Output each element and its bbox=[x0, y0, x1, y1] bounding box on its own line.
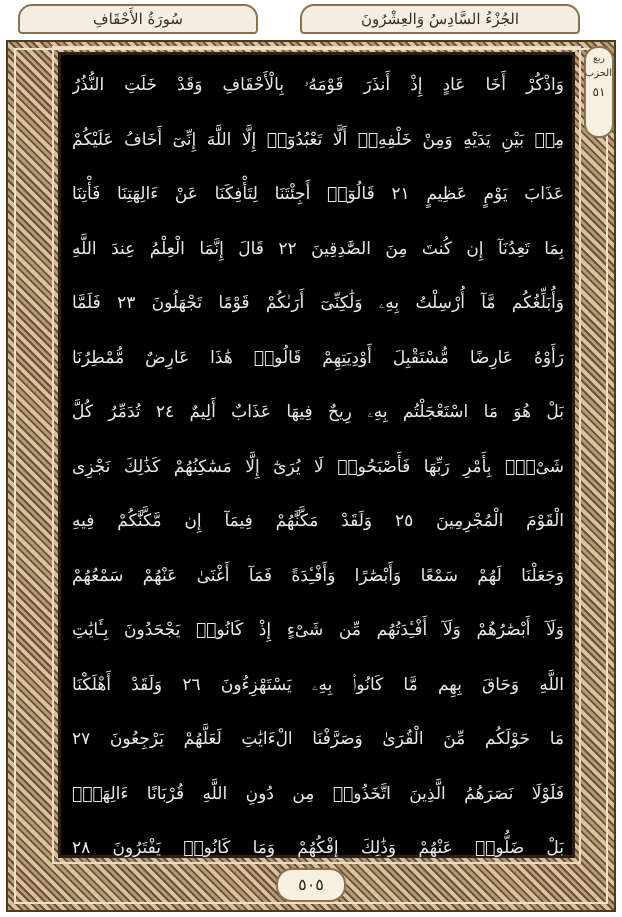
verse-line: بَلْ ضَلُّوا۟ عَنْهُمْ وَذَٰلِكَ إِفْكُهُمْ وَمَا كَانُوا۟ يَفْتَرُونَ ٢٨ bbox=[72, 838, 564, 858]
juz-title: الجُزْءُ السَّادِسُ وَالعِشْرُونَ bbox=[300, 4, 580, 34]
hizb-quarter-label: ربع bbox=[593, 54, 605, 64]
verse-line: بِمَا تَعِدُنَآ إِن كُنتَ مِنَ الصَّٰدِقِينَ ٢٢ قَالَ إِنَّمَا الْعِلْمُ عِندَ اللَّهِ bbox=[72, 238, 564, 259]
page-header bbox=[0, 0, 622, 40]
surah-title: سُورَةُ الأَحْقَافِ bbox=[18, 4, 258, 34]
verse-line: بَلْ هُوَ مَا اسْتَعْجَلْتُم بِهِۦ رِيحٌ فِيهَا عَذَابٌ أَلِيمٌ ٢٤ تُدَمِّرُ كُلَّ bbox=[72, 402, 564, 422]
hizb-number: ٥١ bbox=[592, 85, 606, 99]
verse-line: الْقَوْمَ الْمُجْرِمِينَ ٢٥ وَلَقَدْ مَكَّنَّٰهُمْ فِيمَآ إِن مَّكَّنَّٰكُمْ فِيهِ bbox=[72, 511, 564, 531]
verse-lines bbox=[72, 58, 564, 876]
verse-line: مَا حَوْلَكُم مِّنَ الْقُرَىٰ وَصَرَّفْنَا الْءَايَٰتِ لَعَلَّهُمْ يَرْجِعُونَ ٢٧ bbox=[72, 729, 564, 749]
hizb-marker bbox=[584, 46, 614, 138]
verse-line: رَأَوْهُ عَارِضًا مُّسْتَقْبِلَ أَوْدِيَتِهِمْ قَالُوا۟ هَٰذَا عَارِضٌ مُّمْطِرُنَا bbox=[72, 347, 564, 368]
verse-line: مِنۢ بَيْنِ يَدَيْهِ وَمِنْ خَلْفِهِۦٓ أَلَّا تَعْبُدُوٓا۟ إِلَّا اللَّهَ إِنِّىٓ أَخَافُ عَلَيْكُمْ bbox=[72, 129, 564, 150]
page-number: ٥٠٥ bbox=[276, 868, 346, 902]
verse-line: وَأُبَلِّغُكُم مَّآ أُرْسِلْتُ بِهِۦ وَلَٰكِنِّىٓ أَرَىٰكُمْ قَوْمًا تَجْهَلُونَ ٢٣ فَلَمَّا bbox=[72, 293, 564, 313]
verse-line: وَجَعَلْنَا لَهُمْ سَمْعًا وَأَبْصَٰرًا وَأَفْـِٔدَةً فَمَآ أَغْنَىٰ عَنْهُمْ سَمْعُهُمْ bbox=[72, 565, 564, 586]
verse-line: عَذَابَ يَوْمٍ عَظِيمٍ ٢١ قَالُوٓا۟ أَجِئْتَنَا لِتَأْفِكَنَا عَنْ ءَالِهَتِنَا فَأْتِنَا bbox=[72, 184, 564, 204]
verse-line: اللَّهِ وَحَاقَ بِهِم مَّا كَانُوا۟ بِهِۦ يَسْتَهْزِءُونَ ٢٦ وَلَقَدْ أَهْلَكْنَا bbox=[72, 674, 564, 695]
verse-line: وَلَآ أَبْصَٰرُهُمْ وَلَآ أَفْـِٔدَتُهُم مِّن شَىْءٍ إِذْ كَانُوا۟ يَجْحَدُونَ بِـَٔايَٰتِ bbox=[72, 620, 564, 640]
verse-line: شَىْءٍۭ بِأَمْرِ رَبِّهَا فَأَصْبَحُوا۟ لَا يُرَىٰٓ إِلَّا مَسَٰكِنُهُمْ كَذَٰلِكَ نَجْزِى bbox=[72, 456, 564, 477]
verse-line: فَلَوْلَا نَصَرَهُمُ الَّذِينَ اتَّخَذُوا۟ مِن دُونِ اللَّهِ قُرْبَانًا ءَالِهَةًۢ bbox=[72, 783, 564, 804]
hizb-label: الحزب bbox=[584, 68, 612, 79]
verse-line: وَاذْكُرْ أَخَا عَادٍ إِذْ أَنذَرَ قَوْمَهُۥ بِالْأَحْقَافِ وَقَدْ خَلَتِ النُّذُرُ bbox=[72, 75, 564, 95]
